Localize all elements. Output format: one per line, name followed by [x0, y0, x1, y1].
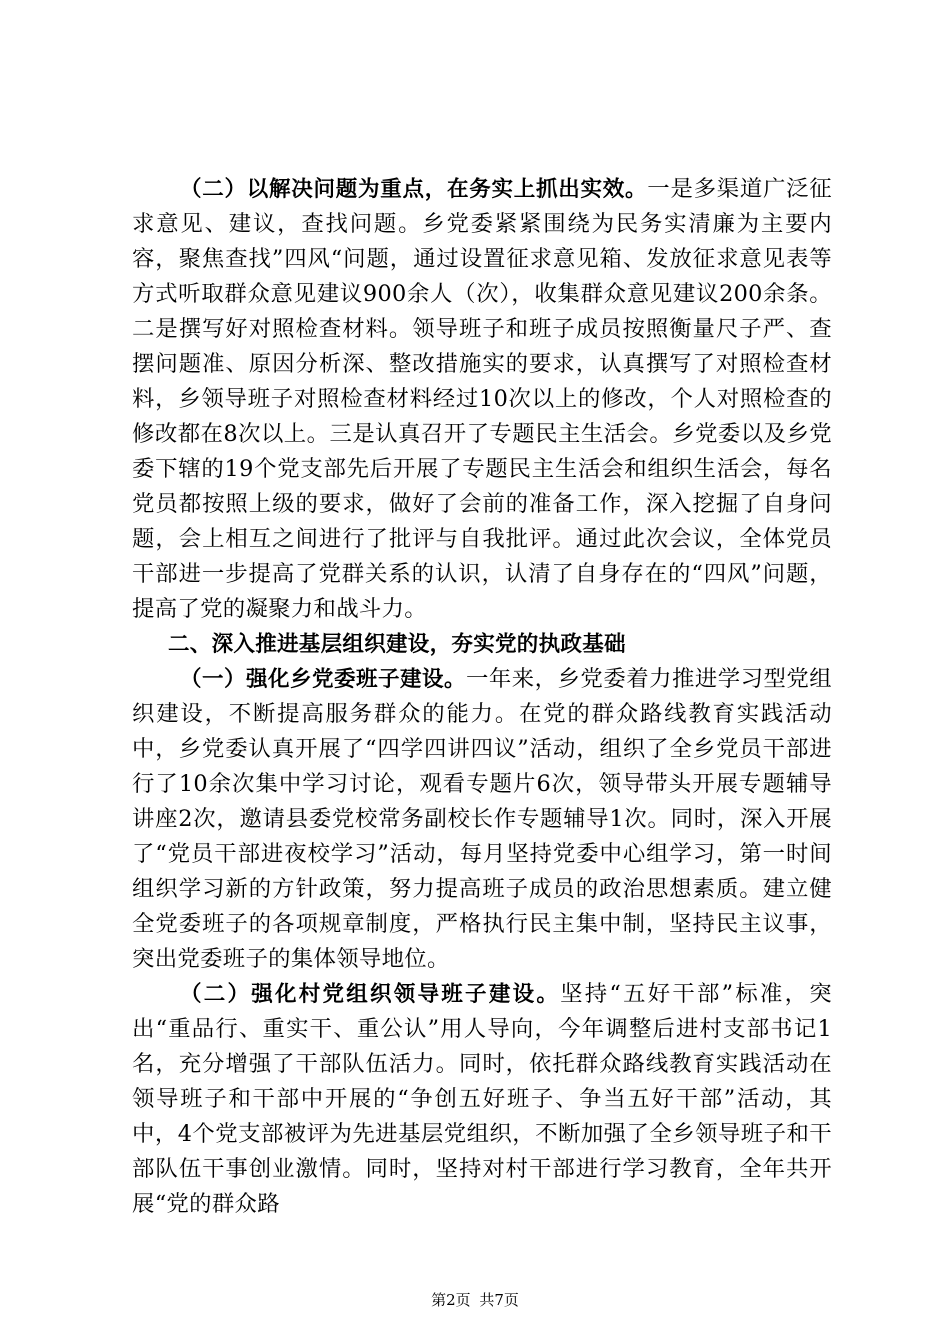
paragraph-3-heading: （一）强化乡党委班子建设。	[180, 667, 466, 692]
paragraph-4-heading: （二）强化村党组织领导班子建设。	[180, 982, 561, 1007]
paragraph-4	[132, 977, 832, 1222]
page-footer: 第2页 共7页	[431, 1291, 519, 1309]
document-body	[132, 172, 832, 1222]
section-title-2: 二、深入推进基层组织建设，夯实党的执政基础	[168, 632, 626, 657]
paragraph-4-text: 坚持“五好干部”标准，突出“重品行、重实干、重公认”用人导向，今年调整后进村支部书记1名，充分增强了干部队伍活力。同时，依托群众路线教育实践活动在领导班子和干部中开展的“争创五好班子、争当五好干部”活动，其中，4个党支部被评为先进基层党组织，不断加强了全乡领导班子和干部队伍干事创业激情。同时，坚持对村干部进行学习教育，全年共开展“党的群众路	[132, 981, 832, 1217]
paragraph-3-text: 一年来，乡党委着力推进学习型党组织建设，不断提高服务群众的能力。在党的群众路线教育实践活动中，乡党委认真开展了“四学四讲四议”活动，组织了全乡党员干部进行了10余次集中学习讨论，观看专题片6次，领导带头开展专题辅导讲座2次，邀请县委党校常务副校长作专题辅导1次。同时，深入开展了“党员干部进夜校学习”活动，每月坚持党委中心组学习，第一时间组织学习新的方针政策，努力提高班子成员的政治思想素质。建立健全党委班子的各项规章制度，严格执行民主集中制，坚持民主议事，突出党委班子的集体领导地位。	[132, 666, 832, 972]
paragraph-3	[132, 662, 832, 977]
paragraph-1	[132, 172, 832, 627]
paragraph-1-text: 一是多渠道广泛征求意见、建议，查找问题。乡党委紧紧围绕为民务实清廉为主要内容，聚焦查找”四风“问题，通过设置征求意见箱、发放征求意见表等方式听取群众意见建议900余人（次），收集群众意见建议200余条。二是撰写好对照检查材料。领导班子和班子成员按照衡量尺子严、查摆问题准、原因分析深、整改措施实的要求，认真撰写了对照检查材料，乡领导班子对照检查材料经过10次以上的修改，个人对照检查的修改都在8次以上。三是认真召开了专题民主生活会。乡党委以及乡党委下辖的19个党支部先后开展了专题民主生活会和组织生活会，每名党员都按照上级的要求，做好了会前的准备工作，深入挖掘了自身问题，会上相互之间进行了批评与自我批评。通过此次会议，全体党员干部进一步提高了党群关系的认识，认清了自身存在的“四风”问题，提高了党的凝聚力和战斗力。	[132, 176, 832, 622]
paragraph-1-heading: （二）以解决问题为重点，在务实上抓出实效。	[180, 177, 648, 202]
